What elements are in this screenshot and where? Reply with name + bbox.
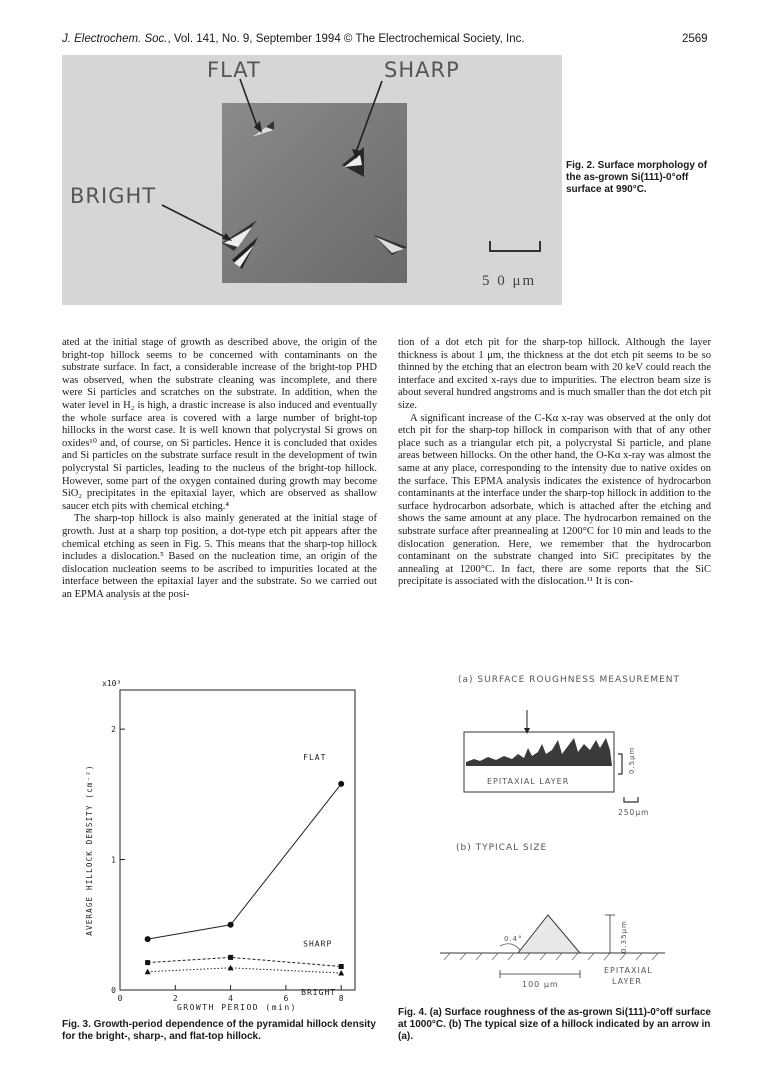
page-number: 2569	[682, 33, 708, 45]
figure-3-chart	[80, 679, 370, 1015]
x-tick-label: 2	[172, 994, 178, 1003]
journal-name: J. Electrochem. Soc.	[62, 33, 168, 45]
figure-4-caption: Fig. 4. (a) Surface roughness of the as-grown Si(111)-0°off surface at 1000°C. (b) The typical size of a hillock indicated by an arrow in (a).	[398, 1007, 711, 1042]
fig4a-hscale	[624, 797, 638, 802]
paragraph: A significant increase of the C-Kα x-ray was observed at the only dot etch pit for the sharp-top hillock in comparison with that of any other place such as a triangular etch pit, a polycrystal Si particle, and plane areas between hillocks. On the other hand, the O-Kα x-ray was almost the same at any place, corresponding to the intensity due to native oxides on the surface. This EPMA analysis indicates the existence of hydrocarbon contaminants at the interface under the sharp-top hillock in addition to the surface hydrocarbon adsorbate, which is attached after the etching and shows the same amount at any place. The hydrocarbon remained on the substrate surface after preannealing at 1200°C for 10 min and leads to the dislocation generation. Here, we remember that the hydrocarbon contaminant on the substrate changed into SiC precipitates by the annealing at 1200°C. In fact, there are some reports that the SiC precipitate is associated with the dislocation.¹¹ It is con-	[398, 412, 711, 588]
series-line-flat	[148, 784, 342, 939]
fig4a-epi-label: EPITAXIAL LAYER	[487, 777, 570, 786]
x-tick-label: 0	[117, 994, 123, 1003]
fig4-title-a: (a) SURFACE ROUGHNESS MEASUREMENT	[458, 675, 681, 685]
body-left-column	[62, 337, 377, 601]
fig4b-epi-label-1: EPITAXIAL	[604, 966, 653, 975]
x-tick-label: 6	[283, 994, 289, 1003]
paragraph: tion of a dot etch pit for the sharp-top hillock. Although the layer thickness is about 1 μm, the thickness at the dot etch pit seems to be so thinned by the etching that an electron beam with 20 keV could reach the interface and excited x-rays due to impurities. The electron beam size is about several hundred angstroms and is much smaller than the dot etch pit size.	[398, 337, 711, 411]
figure-4-diagram	[440, 670, 720, 1000]
series-label-sharp: SHARP	[303, 939, 333, 949]
data-point-bright	[338, 970, 344, 976]
data-point-sharp	[228, 955, 233, 960]
label-sharp: SHARP	[384, 58, 460, 82]
fig4b-hillock	[518, 915, 580, 953]
paragraph: The sharp-top hillock is also mainly generated at the initial stage of growth. Just at a sharp top position, a dot-type etch pit appears after the chemical etching as seen in Fig. 5. This means that the sharp-top hillock includes a dislocation.⁵ Based on the nucleation time, an origin of the dislocation nucleation seems to be ascribed to impurities located at the interface between the epitaxial layer and the substrate. So we carried out an EPMA analysis at the posi-	[62, 513, 377, 600]
label-flat: FLAT	[207, 58, 261, 82]
x-tick-label: 8	[338, 994, 344, 1003]
series-line-sharp	[148, 957, 342, 966]
y-tick-label: 2	[111, 725, 116, 735]
roughness-profile	[466, 738, 612, 766]
data-series	[145, 753, 345, 997]
y-tick-label: 0	[111, 986, 116, 995]
scale-label: 5 0 μm	[482, 273, 537, 289]
fig4b-angle-label: 0.4°	[504, 935, 523, 943]
fig4b-height-label: 0.35μm	[620, 920, 628, 953]
body-right-column	[398, 337, 711, 589]
data-point-flat	[338, 781, 344, 787]
micrograph-square	[222, 103, 407, 283]
label-bright: BRIGHT	[70, 184, 157, 208]
fig4b-epi-label-2: LAYER	[612, 977, 642, 986]
data-point-flat	[145, 936, 151, 942]
data-point-flat	[228, 922, 234, 928]
series-line-bright	[148, 968, 342, 973]
y-axis-label: AVERAGE HILLOCK DENSITY (cm⁻²)	[85, 764, 94, 936]
fig4a-vscale	[618, 754, 622, 774]
journal-header	[62, 33, 525, 45]
fig4b-angle-arc	[500, 944, 520, 950]
fig4a-hscale-label: 250μm	[618, 808, 650, 817]
fig4-title-b: (b) TYPICAL SIZE	[456, 843, 548, 853]
fig4a-vscale-label: 0.5μm	[628, 746, 636, 774]
data-point-sharp	[339, 964, 344, 969]
x-tick-label: 4	[228, 994, 234, 1003]
hillock-arrow-head	[524, 728, 530, 734]
data-point-bright	[145, 969, 151, 975]
y-multiplier: x10³	[102, 679, 122, 688]
fig4b-hatching	[444, 953, 658, 960]
series-label-flat: FLAT	[303, 752, 327, 762]
figure-2-micrograph	[62, 55, 562, 305]
data-point-sharp	[145, 960, 150, 965]
series-label-bright: BRIGHT	[301, 988, 337, 998]
journal-issue: , Vol. 141, No. 9, September 1994 © The Electrochemical Society, Inc.	[167, 33, 525, 45]
y-tick-label: 1	[111, 855, 116, 865]
figure-3-caption: Fig. 3. Growth-period dependence of the pyramidal hillock density for the bright-, sharp-, and flat-top hillock.	[62, 1019, 376, 1042]
paragraph: ated at the initial stage of growth as described above, the origin of the bright-top hillock seems to be concerned with contaminants on the substrate surface. In fact, a considerable increase of the bright-top PHD was observed, when the substrate cleaning was incomplete, and there were Si particles and scratches on the substrate. In addition, when the water level in H₂ is high, a drastic increase is also induced and eventually the whole surface area is covered with a large number of bright-top hillocks in the worst case. It is well known that polycrystal Si grows on oxides¹⁰ and, of course, on Si particles. Hence it is concluded that oxides and Si particles on the substrate surface result in the development of twin polycrystal Si particles, leading to the nucleus of the bright-top hillock. However, some part of the oxygen contained during growth may become SiO₂ precipitates in the epitaxial layer, which are observed as shallow saucer etch pits with chemical etching.⁴	[62, 337, 377, 512]
x-axis-label: GROWTH PERIOD (min)	[176, 1003, 298, 1012]
fig4b-width-label: 100 μm	[522, 980, 559, 989]
figure-2-caption: Fig. 2. Surface morphology of the as-grown Si(111)-0°off surface at 990°C.	[566, 160, 708, 195]
